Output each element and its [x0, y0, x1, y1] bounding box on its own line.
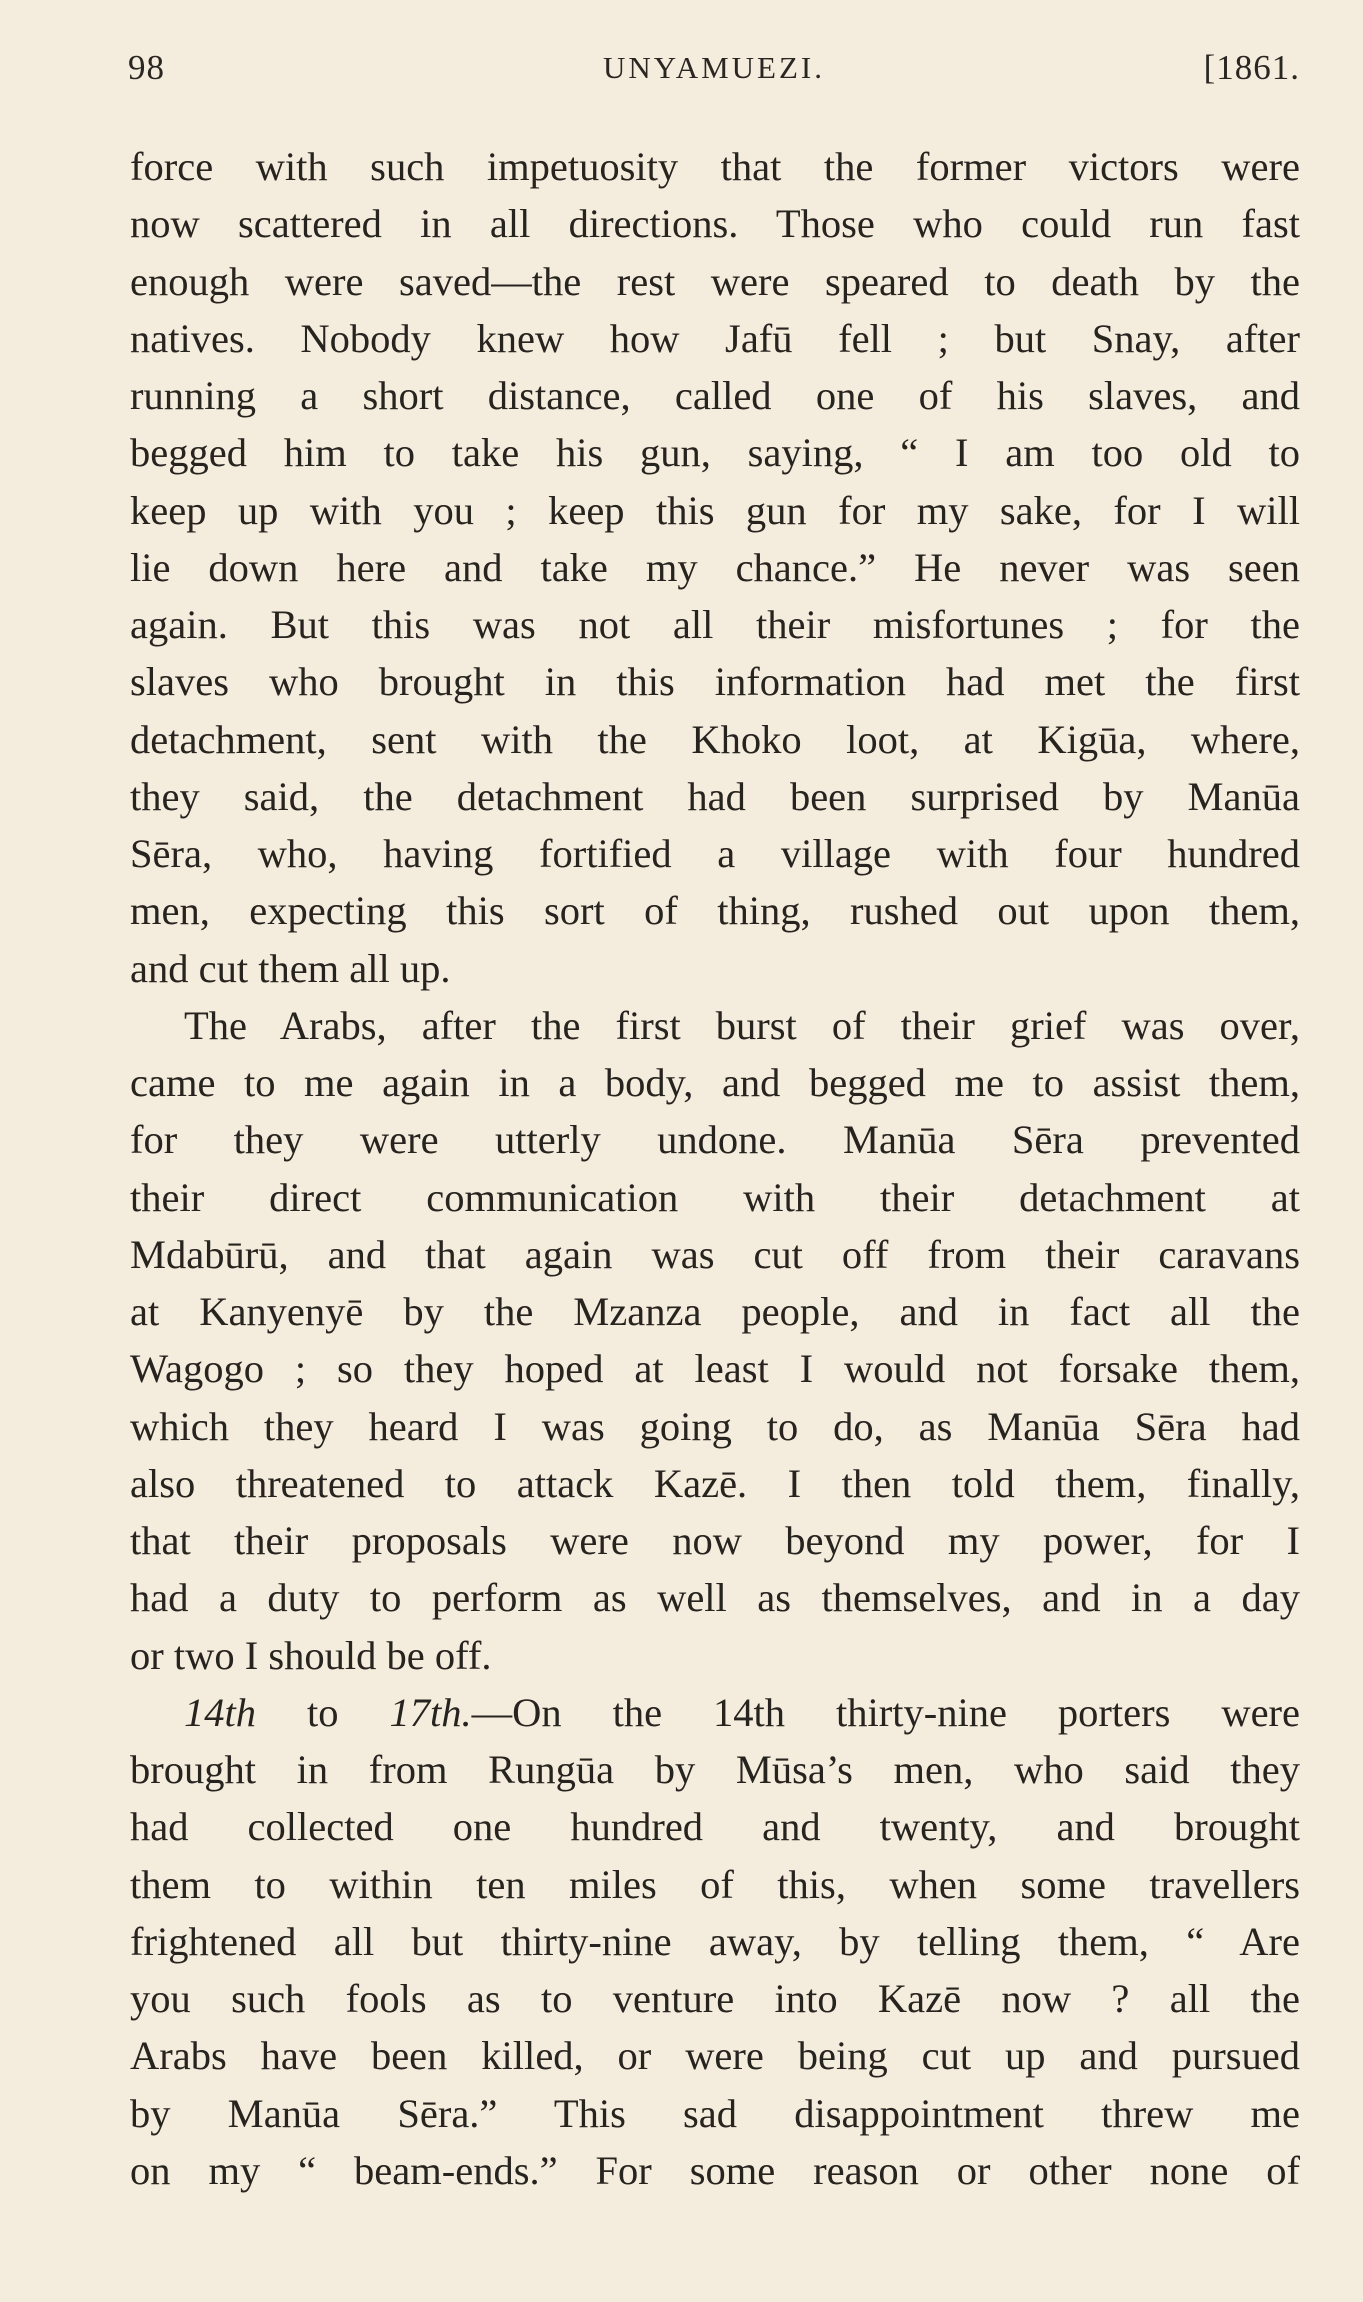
text-line: enough were saved—the rest were speared to death by the	[130, 258, 1300, 304]
date-connector: to	[306, 1689, 339, 1735]
text-line: keep up with you ; keep this gun for my sake, for I will	[130, 487, 1300, 533]
text-line: lie down here and take my chance.” He never was seen	[130, 544, 1300, 590]
running-head	[128, 48, 1300, 104]
paragraph-start-line: The Arabs, after the first burst of their grief was over,	[184, 1002, 1300, 1048]
text-line: they said, the detachment had been surprised by Manūa	[130, 773, 1300, 819]
date-entry-rest: thirty-nine porters were	[835, 1689, 1301, 1735]
text-line: Wagogo ; so they hoped at least I would not forsake them,	[130, 1346, 1300, 1392]
text-line: slaves who brought in this information had met the first	[130, 659, 1300, 705]
text-line: natives. Nobody knew how Jafū fell ; but Snay, after	[130, 315, 1300, 361]
text-line: Sēra, who, having fortified a village with four hundred	[130, 831, 1300, 876]
date-end: 17th.	[389, 1689, 472, 1735]
text-line: their direct communication with their detachment at	[130, 1174, 1300, 1220]
text-line: Arabs have been killed, or were being cut up and pursued	[130, 2033, 1300, 2079]
text-line: men, expecting this sort of thing, rushed out upon them,	[130, 888, 1300, 934]
date-start: 14th	[184, 1689, 257, 1735]
text-line: came to me again in a body, and begged me to assist them,	[130, 1060, 1300, 1105]
text-line: by Manūa Sēra.” This sad disappointment threw me	[130, 2090, 1300, 2136]
running-year: [1861.	[1203, 48, 1300, 87]
page-number: 98	[128, 48, 165, 87]
text-line: at Kanyenyē by the Mzanza people, and in fact all the	[130, 1289, 1300, 1334]
text-line: now scattered in all directions. Those who could run fast	[130, 201, 1300, 247]
body-text	[130, 138, 1300, 2199]
text-line: them to within ten miles of this, when some travellers	[130, 1861, 1300, 1907]
text-line: brought in from Rungūa by Mūsa’s men, who said they	[130, 1747, 1300, 1792]
date-entry-line	[130, 1684, 1300, 1741]
text-line: on my “ beam-ends.” For some reason or other none of	[130, 2147, 1300, 2193]
text-line: also threatened to attack Kazē. I then told them, finally,	[130, 1460, 1300, 1506]
text-line: again. But this was not all their misfortunes ; for the	[130, 602, 1300, 647]
text-line: for they were utterly undone. Manūa Sēra prevented	[130, 1117, 1300, 1163]
text-line: detachment, sent with the Khoko loot, at Kigūa, where,	[130, 716, 1300, 762]
text-line: force with such impetuosity that the former victors were	[130, 144, 1300, 189]
running-title: UNYAMUEZI.	[602, 50, 825, 85]
date-entry-text: —On the 14th	[471, 1689, 786, 1735]
text-line: which they heard I was going to do, as Manūa Sēra had	[130, 1403, 1300, 1449]
text-line: running a short distance, called one of his slaves, and	[130, 373, 1300, 418]
text-line: or two I should be off.	[130, 1632, 492, 1678]
text-line: Mdabūrū, and that again was cut off from their caravans	[130, 1231, 1300, 1277]
text-line: frightened all but thirty-nine away, by telling them, “ Are	[130, 1918, 1300, 1964]
text-line: had collected one hundred and twenty, and brought	[130, 1804, 1300, 1850]
text-line: begged him to take his gun, saying, “ I am too old to	[130, 430, 1300, 476]
text-line: had a duty to perform as well as themselves, and in a day	[130, 1575, 1300, 1621]
text-line: that their proposals were now beyond my power, for I	[130, 1518, 1300, 1563]
text-line: you such fools as to venture into Kazē now ? all the	[130, 1976, 1300, 2021]
text-line: and cut them all up.	[130, 945, 451, 991]
